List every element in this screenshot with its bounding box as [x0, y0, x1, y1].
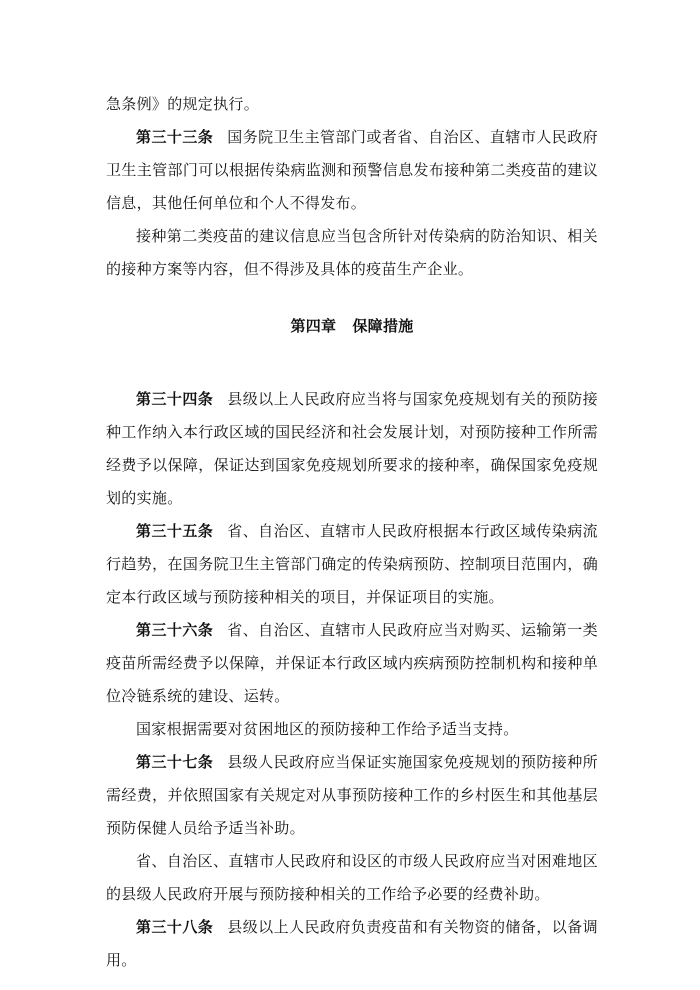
article-35 [106, 515, 598, 614]
article-33-paragraph-2: 接种第二类疫苗的建议信息应当包含所针对传染病的防治知识、相关的接种方案等内容，但不得涉及具体的疫苗生产企业。 [106, 227, 598, 278]
article-34 [106, 383, 598, 515]
article-33 [106, 121, 598, 220]
continuation-paragraph: 急条例》的规定执行。 [106, 95, 260, 113]
article-36-paragraph-2: 国家根据需要对贫困地区的预防接种工作给予适当支持。 [136, 720, 519, 738]
article-number: 第三十八条 [136, 918, 214, 936]
article-text: 县级以上人民政府负责疫苗和有关物资的储备，以备调用。 [106, 918, 598, 969]
article-38 [106, 911, 598, 977]
article-text: 国务院卫生主管部门或者省、自治区、直辖市人民政府卫生主管部门可以根据传染病监测和预警信息发布接种第二类疫苗的建议信息，其他任何单位和个人不得发布。 [106, 128, 598, 212]
article-37-paragraph-2: 省、自治区、直辖市人民政府和设区的市级人民政府应当对困难地区的县级人民政府开展与预防接种相关的工作给予必要的经费补助。 [106, 852, 598, 903]
article-number: 第三十五条 [136, 522, 214, 540]
article-text: 县级人民政府应当保证实施国家免疫规划的预防接种所需经费，并依照国家有关规定对从事预防接种工作的乡村医生和其他基层预防保健人员给予适当补助。 [106, 753, 598, 837]
chapter-number: 第四章 [290, 317, 337, 335]
article-text: 省、自治区、直辖市人民政府应当对购买、运输第一类疫苗所需经费予以保障，并保证本行政区域内疾病预防控制机构和接种单位冷链系统的建设、运转。 [106, 621, 598, 705]
article-number: 第三十三条 [136, 128, 214, 146]
article-number: 第三十四条 [136, 390, 214, 408]
article-number: 第三十七条 [136, 753, 214, 771]
article-number: 第三十六条 [136, 621, 214, 639]
chapter-title: 保障措施 [352, 317, 414, 335]
article-text: 县级以上人民政府应当将与国家免疫规划有关的预防接种工作纳入本行政区域的国民经济和社会发展计划，对预防接种工作所需经费予以保障，保证达到国家免疫规划所要求的接种率，确保国家免疫规划的实施。 [106, 390, 598, 507]
article-text: 省、自治区、直辖市人民政府根据本行政区域传染病流行趋势，在国务院卫生主管部门确定的传染病预防、控制项目范围内，确定本行政区域与预防接种相关的项目，并保证项目的实施。 [106, 522, 598, 606]
article-36 [106, 614, 598, 713]
article-37 [106, 746, 598, 845]
document-body [106, 88, 598, 977]
chapter-heading [106, 310, 598, 343]
